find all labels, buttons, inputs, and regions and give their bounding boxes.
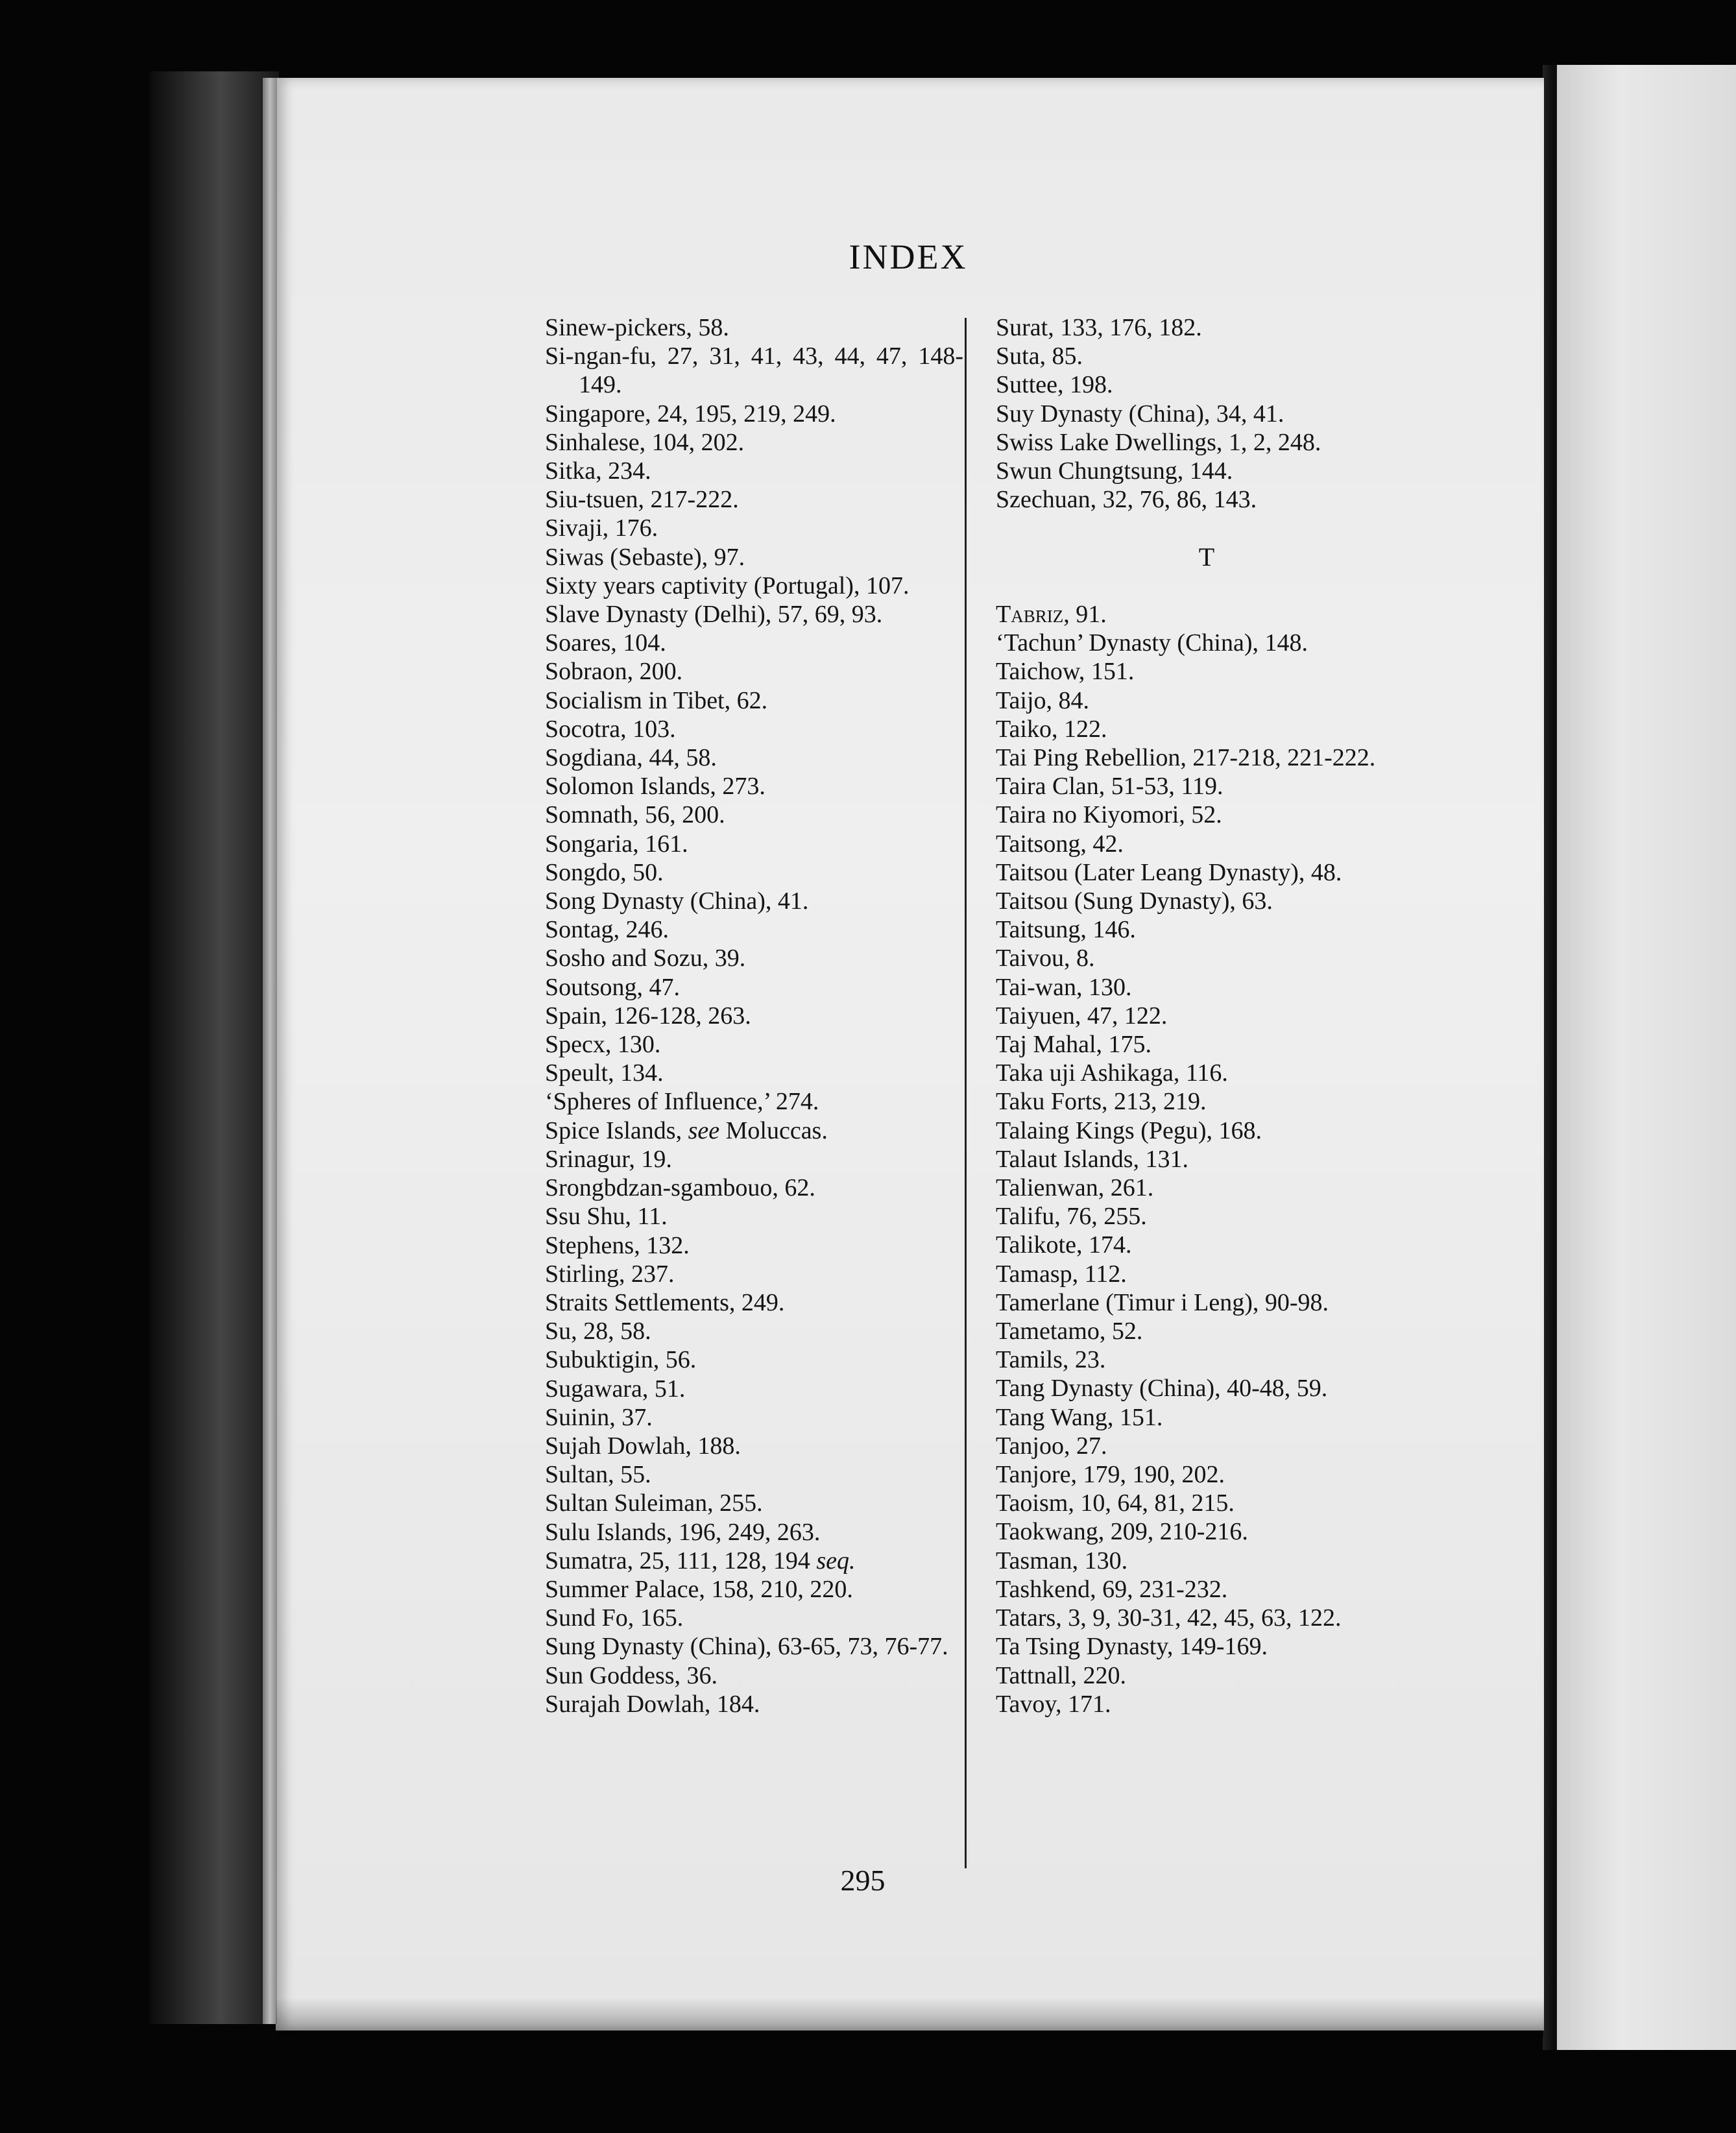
index-entry-text: Tatars, 3, 9, 30-31, 42, 45, 63, 122. [996, 1604, 1342, 1632]
index-entry-text: Taitsung, 146. [996, 916, 1136, 944]
index-entry [545, 600, 963, 629]
index-entry [545, 485, 963, 514]
index-entry-text: Srongbdzan-sgambouo, 62. [545, 1174, 815, 1202]
index-entry [545, 629, 963, 657]
index-column-left [545, 313, 963, 1718]
index-entry-text: Taijo, 84. [996, 686, 1090, 714]
index-entry-text: Straits Settlements, 249. [545, 1288, 785, 1316]
index-entry-text: Specx, 130. [545, 1031, 661, 1059]
index-entry-text: Speult, 134. [545, 1059, 664, 1087]
index-entry-text: Talikote, 174. [996, 1231, 1132, 1259]
index-entry [996, 1260, 1417, 1288]
index-entry [996, 743, 1417, 772]
index-entry [996, 887, 1417, 915]
index-entry [996, 915, 1417, 944]
index-entry [545, 973, 963, 1002]
index-entry [996, 1661, 1417, 1690]
index-entry [545, 686, 963, 715]
index-entry-text: Singapore, 24, 195, 219, 249. [545, 400, 836, 428]
index-entry-text: Suy Dynasty (China), 34, 41. [996, 400, 1284, 428]
index-entry [996, 1489, 1417, 1517]
index-entry-text: Sivaji, 176. [545, 514, 658, 542]
index-entry [545, 858, 963, 887]
index-entry [545, 1460, 963, 1489]
index-entry-text: Tai Ping Rebellion, 217-218, 221-222. [996, 744, 1376, 771]
index-entry-text: Swiss Lake Dwellings, 1, 2, 248. [996, 428, 1321, 456]
index-entry-text: Sujah Dowlah, 188. [545, 1432, 741, 1460]
index-entry [545, 772, 963, 801]
index-entry [996, 830, 1417, 858]
index-entry [545, 657, 963, 686]
index-entry [545, 1432, 963, 1460]
index-entry-text: Slave Dynasty (Delhi), 57, 69, 93. [545, 601, 883, 629]
index-entry [996, 600, 1417, 629]
index-entry-text: Summer Palace, 158, 210, 220. [545, 1575, 853, 1603]
index-entry-text: Tasman, 130. [996, 1547, 1128, 1574]
index-entry-text: Srinagur, 19. [545, 1145, 672, 1173]
index-entry-text: Taokwang, 209, 210-216. [996, 1518, 1248, 1546]
index-entry-text: Sung Dynasty (China), 63-65, 73, 76-77. [545, 1633, 948, 1661]
index-entry-text: Sulu Islands, 196, 249, 263. [545, 1518, 821, 1546]
index-entry-text: Sultan, 55. [545, 1461, 651, 1489]
index-entry-text: Spice Islands, [545, 1116, 682, 1144]
index-entry [545, 1260, 963, 1288]
index-entries-s [996, 313, 1417, 514]
index-entry [545, 1375, 963, 1403]
index-entry [996, 370, 1417, 399]
index-entry [545, 743, 963, 772]
index-entry [996, 342, 1417, 370]
index-entry [545, 572, 963, 600]
index-entry [996, 428, 1417, 457]
index-entry [545, 1518, 963, 1547]
index-entry-text: Sund Fo, 165. [545, 1604, 684, 1632]
index-entry [545, 1575, 963, 1604]
index-entry [545, 1145, 963, 1174]
index-entry-text: Sugawara, 51. [545, 1375, 686, 1403]
index-entry [545, 801, 963, 829]
index-entry [545, 1403, 963, 1432]
index-entry-text: Spain, 126-128, 263. [545, 1002, 751, 1030]
index-entries-t [996, 600, 1417, 1718]
index-entry-text: Sumatra, 25, 111, 128, 194 [545, 1547, 810, 1574]
index-entry [545, 1547, 963, 1575]
index-entry [996, 1317, 1417, 1345]
index-entry-text: Sosho and Sozu, 39. [545, 945, 746, 972]
index-entry [545, 830, 963, 858]
index-entry-text: Soares, 104. [545, 629, 666, 657]
index-entry [545, 1345, 963, 1374]
index-entry-text: Suttee, 198. [996, 371, 1113, 399]
index-entry-text: Taichow, 151. [996, 658, 1135, 686]
index-entry [996, 1432, 1417, 1460]
index-entry [545, 1489, 963, 1517]
index-entry [996, 1030, 1417, 1059]
index-entry-text: Subuktigin, 56. [545, 1346, 697, 1374]
index-entry [545, 1030, 963, 1059]
index-entry [996, 1690, 1417, 1718]
index-entry-text: Taiyuen, 47, 122. [996, 1002, 1168, 1030]
book-spine [149, 71, 279, 2024]
index-entry-text: Stirling, 237. [545, 1260, 675, 1288]
index-entry-text: Taivou, 8. [996, 945, 1095, 972]
index-entry-text: Tanjore, 179, 190, 202. [996, 1461, 1225, 1489]
index-entry-text: ‘Spheres of Influence,’ 274. [545, 1088, 819, 1116]
index-entry-text: Tai-wan, 130. [996, 973, 1132, 1001]
index-entry-text: Siu-tsuen, 217-222. [545, 486, 739, 514]
index-entry-text: Sontag, 246. [545, 916, 669, 944]
index-entry [545, 715, 963, 743]
index-entry [545, 1661, 963, 1690]
index-entry-text: Swun Chungtsung, 144. [996, 457, 1233, 485]
index-entry-text: Taitsou (Later Leang Dynasty), 48. [996, 858, 1342, 886]
column-divider [965, 318, 967, 1868]
index-entry [545, 1116, 963, 1145]
index-entry [996, 1517, 1417, 1546]
index-entry [996, 1460, 1417, 1489]
index-entry [996, 1547, 1417, 1575]
index-entry [545, 1202, 963, 1231]
index-entry-text: Songdo, 50. [545, 858, 664, 886]
index-entry [545, 1690, 963, 1718]
index-entry-text: Tang Wang, 151. [996, 1403, 1163, 1431]
index-entry [996, 1087, 1417, 1116]
index-entry [996, 1604, 1417, 1632]
index-entry-text: Ssu Shu, 11. [545, 1203, 668, 1231]
index-entry-text: Sultan Suleiman, 255. [545, 1489, 763, 1517]
index-entry [545, 915, 963, 944]
index-entry-text: Taiko, 122. [996, 715, 1107, 743]
index-entry [545, 1632, 963, 1661]
index-entry [996, 485, 1417, 514]
index-entry-text: Socialism in Tibet, 62. [545, 686, 768, 714]
index-entry [996, 1145, 1417, 1174]
index-entry [996, 973, 1417, 1002]
index-entry-text: Sun Goddess, 36. [545, 1661, 718, 1689]
index-entry-text: Sitka, 234. [545, 457, 651, 485]
index-entry [996, 944, 1417, 972]
index-entry-text: Siwas (Sebaste), 97. [545, 543, 745, 571]
index-entry-italic: seq. [816, 1547, 856, 1574]
index-entry [545, 342, 963, 399]
page-heading: INDEX [849, 237, 968, 276]
section-letter-heading: T [1198, 542, 1215, 572]
index-entry [996, 1403, 1417, 1432]
index-entry [545, 1317, 963, 1345]
index-entry-text: Surat, 133, 176, 182. [996, 314, 1202, 341]
index-entry [996, 1374, 1417, 1403]
index-entry [996, 1288, 1417, 1317]
index-entry-text: Taitsou (Sung Dynasty), 63. [996, 887, 1273, 915]
index-entry [996, 1345, 1417, 1374]
index-entry [996, 1116, 1417, 1145]
index-column-right [996, 313, 1417, 1718]
index-entry [996, 715, 1417, 743]
page-number: 295 [840, 1864, 886, 1897]
index-entry-text: Tavoy, 171. [996, 1690, 1111, 1718]
index-entry-text: Talaing Kings (Pegu), 168. [996, 1116, 1262, 1144]
index-entry [996, 686, 1417, 715]
index-entry-text: Socotra, 103. [545, 715, 676, 743]
index-entry-text: Sobraon, 200. [545, 658, 683, 686]
index-entry [996, 457, 1417, 485]
index-entry [996, 1174, 1417, 1202]
index-entry-text: Tashkend, 69, 231-232. [996, 1575, 1228, 1603]
index-entry-text: Solomon Islands, 273. [545, 773, 766, 801]
index-entry-text: Talifu, 76, 255. [996, 1203, 1147, 1231]
index-entry-text: Ta Tsing Dynasty, 149-169. [996, 1633, 1268, 1661]
index-entry [545, 1174, 963, 1202]
index-entry-text: 91. [1076, 600, 1107, 628]
index-entry [545, 428, 963, 457]
index-entry-text: Sinew-pickers, 58. [545, 314, 729, 341]
index-entry-text: Sinhalese, 104, 202. [545, 428, 745, 456]
index-entry-text: Tamils, 23. [996, 1346, 1106, 1374]
index-entry [545, 1059, 963, 1087]
index-entry [996, 1002, 1417, 1030]
index-entry [545, 313, 963, 342]
index-entry-text: Si-ngan-fu, 27, 31, 41, 43, 44, 47, 148-149. [545, 343, 963, 399]
index-entry-text: Taj Mahal, 175. [996, 1031, 1152, 1059]
index-entry [545, 1087, 963, 1116]
index-entry-text: Sixty years captivity (Portugal), 107. [545, 572, 910, 599]
index-entry-text: Songaria, 161. [545, 830, 688, 858]
page-bottom-shadow [276, 1998, 1544, 2037]
index-entry-text: Surajah Dowlah, 184. [545, 1690, 760, 1718]
index-entry [545, 514, 963, 542]
index-entry [996, 629, 1417, 657]
index-entry [545, 1288, 963, 1317]
index-entry [996, 400, 1417, 428]
index-entry [996, 1575, 1417, 1604]
index-entry-text: Tamasp, 112. [996, 1260, 1127, 1288]
page-edge [263, 78, 277, 2024]
adjacent-page [1557, 65, 1736, 2050]
index-entry-text: Tang Dynasty (China), 40-48, 59. [996, 1375, 1328, 1403]
index-entry-text: Somnath, 56, 200. [545, 801, 725, 829]
index-entry-text: Tamerlane (Timur i Leng), 90-98. [996, 1288, 1329, 1316]
index-entry-text: ‘Tachun’ Dynasty (China), 148. [996, 629, 1308, 657]
index-entry [545, 1231, 963, 1260]
index-entry-text: Tanjoo, 27. [996, 1432, 1107, 1460]
index-entry [545, 400, 963, 428]
index-entry [545, 944, 963, 972]
index-entry-text: Song Dynasty (China), 41. [545, 887, 809, 915]
index-entry [996, 1632, 1417, 1661]
index-entry-text: Soutsong, 47. [545, 973, 680, 1001]
index-entry-text: Talaut Islands, 131. [996, 1145, 1189, 1173]
index-entry [545, 457, 963, 485]
index-entry-text: Taira Clan, 51-53, 119. [996, 773, 1224, 801]
index-entry-italic: see [688, 1116, 720, 1144]
index-entry [996, 1202, 1417, 1231]
index-entry-text: Taka uji Ashikaga, 116. [996, 1059, 1228, 1087]
index-entry-term: Tabriz, [996, 600, 1070, 628]
index-entry-text: Talienwan, 261. [996, 1174, 1154, 1202]
index-entry [996, 772, 1417, 801]
index-entry [996, 313, 1417, 342]
index-entry-text: Suinin, 37. [545, 1403, 653, 1431]
index-entry [545, 887, 963, 915]
index-entry [545, 1002, 963, 1030]
index-page [276, 78, 1544, 2031]
index-entry [996, 657, 1417, 686]
index-entry-text: Taoism, 10, 64, 81, 215. [996, 1489, 1235, 1517]
index-entry-text: Sogdiana, 44, 58. [545, 744, 717, 772]
index-entry [996, 1059, 1417, 1087]
index-entry [996, 801, 1417, 829]
index-entry-text: Suta, 85. [996, 343, 1083, 370]
index-entry-tail: Moluccas. [725, 1116, 828, 1144]
index-entry [996, 1231, 1417, 1259]
index-entry [545, 543, 963, 572]
index-entry-text: Tattnall, 220. [996, 1661, 1127, 1689]
index-entry-text: Tametamo, 52. [996, 1318, 1143, 1345]
index-entry-text: Stephens, 132. [545, 1231, 690, 1259]
index-entry-text: Taira no Kiyomori, 52. [996, 801, 1222, 829]
index-entry-text: Taitsong, 42. [996, 830, 1124, 858]
index-entry [996, 858, 1417, 887]
index-entry-text: Taku Forts, 213, 219. [996, 1088, 1207, 1116]
index-entry-text: Szechuan, 32, 76, 86, 143. [996, 486, 1257, 514]
index-entry [545, 1604, 963, 1632]
index-entry-text: Su, 28, 58. [545, 1318, 651, 1345]
